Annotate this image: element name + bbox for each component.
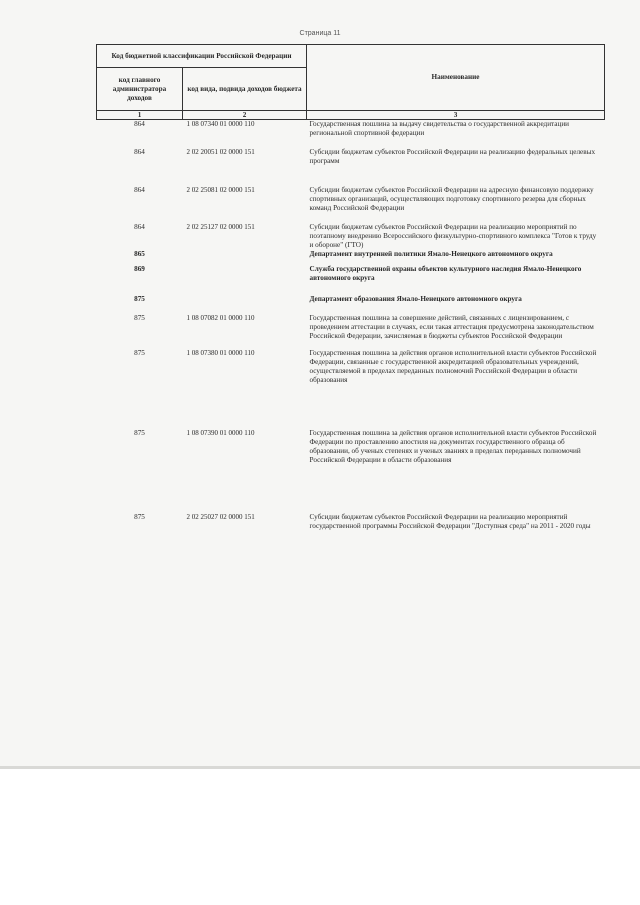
admin-code-cell: 875	[134, 349, 145, 357]
name-cell: Служба государственной охраны объектов культурного наследия Ямало-Ненецкого автономного округа	[309, 265, 582, 282]
name-cell: Государственная пошлина за выдачу свидетельства о государственной аккредитации региональной спортивной федерации	[309, 120, 570, 137]
scan-edge	[0, 766, 640, 769]
admin-code-cell: 875	[134, 513, 145, 521]
column-number-3: 3	[307, 111, 605, 120]
income-code-cell: 2 02 25081 02 0000 151	[186, 186, 255, 194]
admin-code-cell: 864	[134, 148, 145, 156]
budget-classification-table	[96, 44, 605, 531]
name-cell: Государственная пошлина за действия органов исполнительной власти субъектов Российской Федерации, связанные с государственной аккредитацией образовательных учреждений, осуществляемой в пределах переданных полномочий Российской Федерации в области образования	[309, 349, 597, 384]
header-admin-code: код главного администратора доходов	[97, 68, 183, 111]
table-row	[97, 304, 605, 341]
income-code-cell: 1 08 07340 01 0000 110	[186, 120, 255, 128]
income-code-cell	[183, 259, 307, 283]
admin-code-cell: 864	[134, 223, 145, 231]
admin-code-cell: 875	[134, 295, 145, 303]
table-row	[97, 513, 605, 531]
header-group: Код бюджетной классификации Российской Федерации	[97, 45, 307, 68]
name-cell: Департамент образования Ямало-Ненецкого автономного округа	[309, 295, 522, 303]
header-name: Наименование	[307, 45, 605, 111]
admin-code-cell: 864	[134, 120, 145, 128]
income-code-cell	[183, 283, 307, 304]
admin-code-cell: 869	[134, 265, 145, 273]
table-row	[97, 120, 605, 139]
column-number-1: 1	[97, 111, 183, 120]
income-code-cell: 1 08 07082 01 0000 110	[186, 314, 255, 322]
column-number-2: 2	[183, 111, 307, 120]
page-label: Страница 11	[299, 30, 341, 37]
table-row	[97, 419, 605, 513]
income-code-cell	[183, 250, 307, 259]
table-row	[97, 176, 605, 213]
admin-code-cell: 864	[134, 186, 145, 194]
name-cell: Субсидии бюджетам субъектов Российской Федерации на реализацию федеральных целевых программ	[309, 148, 596, 165]
table-row	[97, 138, 605, 176]
income-code-cell: 2 02 25027 02 0000 151	[186, 513, 255, 521]
name-cell: Субсидии бюджетам субъектов Российской Федерации на адресную финансовую поддержку спортивных организаций, осуществляющих подготовку спортивного резерва для сборных команд Российской Федерации	[309, 186, 594, 212]
table-row	[97, 341, 605, 419]
table-row	[97, 283, 605, 304]
name-cell: Государственная пошлина за совершение действий, связанных с лицензированием, с проведением аттестации в случаях, если такая аттестация предусмотрена законодательством Российской Федерации, зачисляемая в бюджеты субъектов Российской Федерации	[309, 314, 594, 340]
header-income-code: код вида, подвида доходов бюджета	[183, 68, 307, 111]
admin-code-cell: 875	[134, 429, 145, 437]
income-code-cell: 2 02 25127 02 0000 151	[186, 223, 255, 231]
income-code-cell: 2 02 20051 02 0000 151	[186, 148, 255, 156]
admin-code-cell: 865	[134, 250, 145, 258]
table-row	[97, 259, 605, 283]
income-code-cell: 1 08 07380 01 0000 110	[186, 349, 255, 357]
table-row	[97, 250, 605, 259]
table-row	[97, 213, 605, 250]
name-cell: Субсидии бюджетам субъектов Российской Федерации на реализацию мероприятий по поэтапному внедрению Всероссийского физкультурно-спортивного комплекса "Готов к труду и обороне" (ГТО)	[309, 223, 597, 249]
income-code-cell: 1 08 07390 01 0000 110	[186, 429, 255, 437]
name-cell: Департамент внутренней политики Ямало-Ненецкого автономного округа	[309, 250, 553, 258]
admin-code-cell: 875	[134, 314, 145, 322]
name-cell: Субсидии бюджетам субъектов Российской Федерации на реализацию мероприятий государственной программы Российской Федерации "Доступная среда" на 2011 - 2020 годы	[309, 513, 591, 530]
name-cell: Государственная пошлина за действия органов исполнительной власти субъектов Российской Федерации по проставлению апостиля на документах государственного образца об образовании, об ученых степенях и ученых званиях в пределах переданных полномочий Российской Федерации в области образования	[309, 429, 597, 464]
